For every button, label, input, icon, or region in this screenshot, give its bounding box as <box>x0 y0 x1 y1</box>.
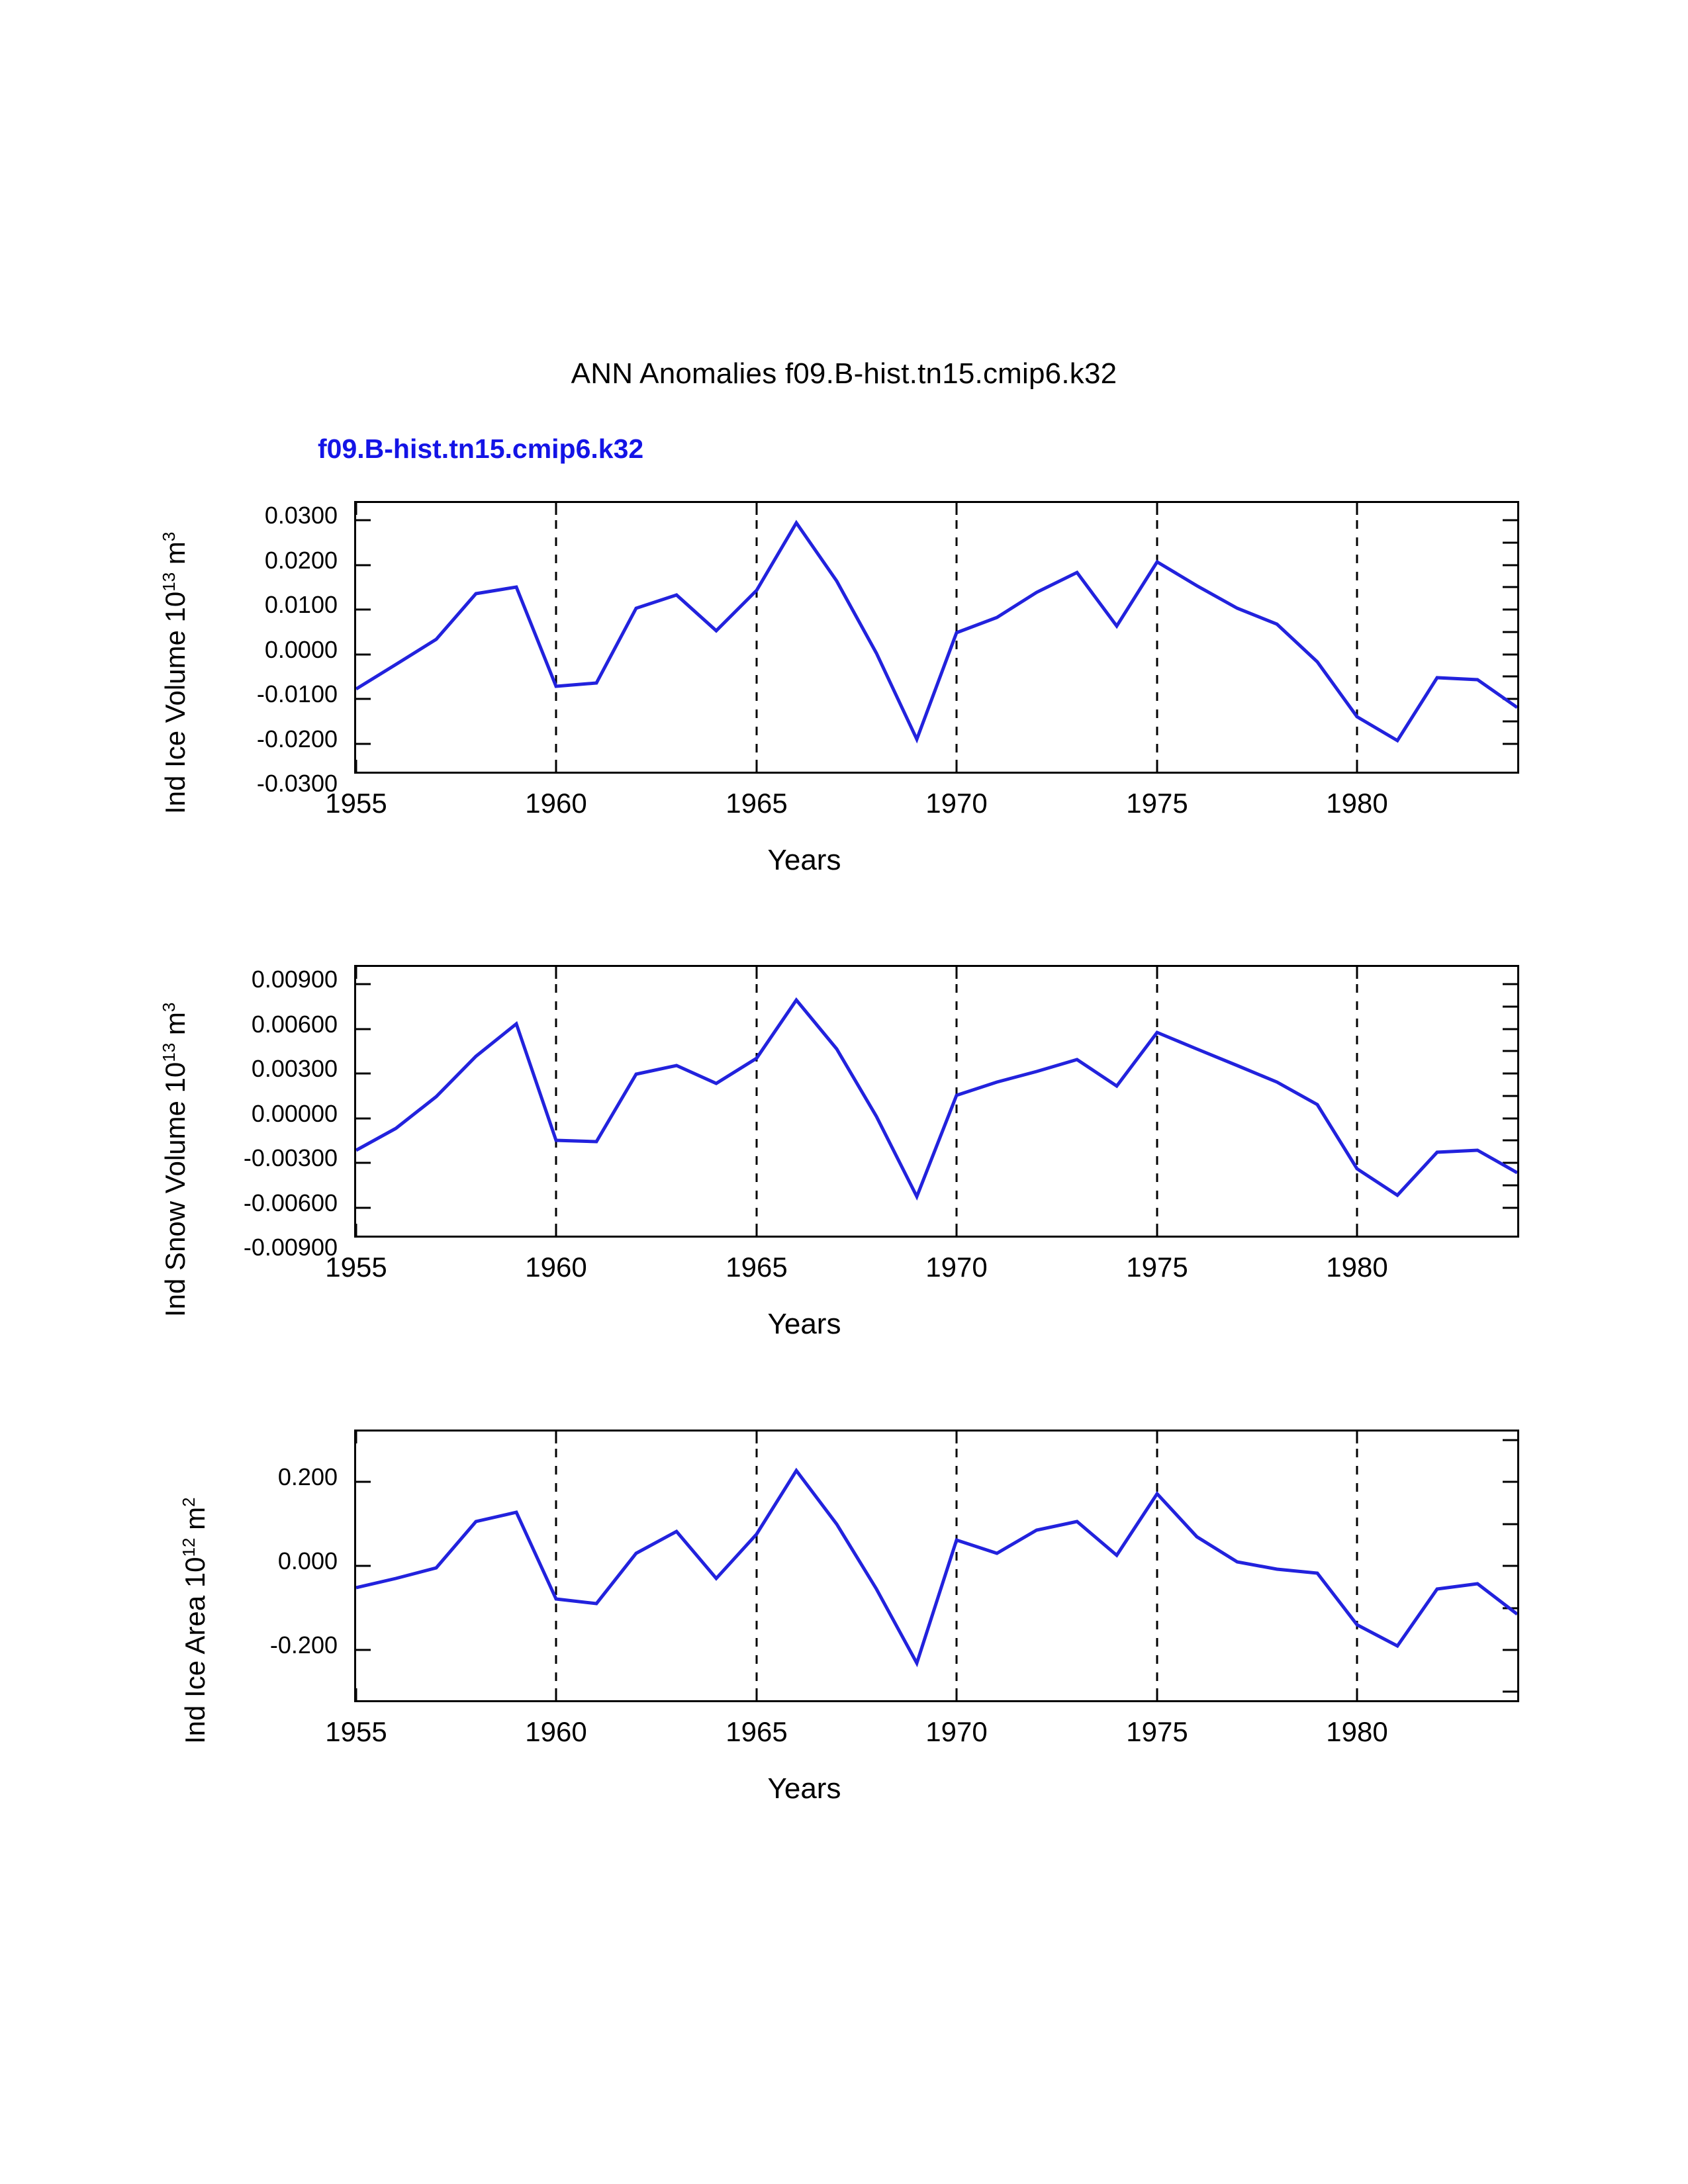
panel2-ytick-6: -0.00900 <box>243 1234 338 1261</box>
panel1-xtick-2: 1965 <box>726 788 788 819</box>
panel1-svg <box>356 503 1517 772</box>
panel1-xlabel: Years <box>767 844 841 876</box>
panel3-xtick-4: 1975 <box>1126 1716 1188 1747</box>
panel2-ytick-5: -0.00600 <box>243 1189 338 1216</box>
panel1-ytick-6: -0.0300 <box>256 770 338 797</box>
panel1-xtick-1: 1960 <box>525 788 587 819</box>
panel2-xtick-3: 1970 <box>925 1251 988 1283</box>
panel2-xtick-0: 1955 <box>325 1251 387 1283</box>
panel3-data-line <box>356 1471 1517 1663</box>
panel2-ytick-1: 0.00600 <box>251 1011 338 1038</box>
panel1-ytick-0: 0.0300 <box>264 502 338 529</box>
panel3-xtick-1: 1960 <box>525 1716 587 1747</box>
panel3-xtick-2: 1965 <box>726 1716 788 1747</box>
panel2-gridlines <box>556 967 1357 1236</box>
panel3-svg <box>356 1432 1517 1700</box>
panel2-svg <box>356 967 1517 1236</box>
panel3-xtick-0: 1955 <box>325 1716 387 1747</box>
panel1-xtick-5: 1980 <box>1326 788 1388 819</box>
panel2-ytick-2: 0.00300 <box>251 1055 338 1082</box>
panel2-xtick-2: 1965 <box>726 1251 788 1283</box>
panel3-ylabel: Ind Ice Area $10^{12}$ $m^2$ <box>179 1497 211 1744</box>
panel2-xtick-5: 1980 <box>1326 1251 1388 1283</box>
panel3-xtick-5: 1980 <box>1326 1716 1388 1747</box>
panel1-ytick-5: -0.0200 <box>256 725 338 752</box>
page-title: ANN Anomalies f09.B-hist.tn15.cmip6.k32 <box>571 357 1117 390</box>
panel2-ylabel: Ind Snow Volume $10^{13}$ $m^3$ <box>159 1002 191 1317</box>
panel1-ticks <box>356 503 1517 772</box>
panel2-xtick-1: 1960 <box>525 1251 587 1283</box>
panel3-ytick-1: 0.000 <box>277 1547 338 1574</box>
panel3-plot-area <box>354 1430 1519 1702</box>
panel1-ytick-2: 0.0100 <box>264 591 338 618</box>
panel1-xtick-3: 1970 <box>925 788 988 819</box>
panel2-data-line <box>356 1000 1517 1197</box>
panel2-xlabel: Years <box>767 1308 841 1340</box>
panel2-ticks <box>356 967 1517 1236</box>
panel1-ylabel: Ind Ice Volume $10^{13}$ $m^3$ <box>159 531 191 814</box>
panel1-plot-area <box>354 501 1519 774</box>
panel1-ytick-1: 0.0200 <box>264 547 338 574</box>
panel3-ticks <box>356 1432 1517 1700</box>
panel3-xlabel: Years <box>767 1772 841 1805</box>
panel3-ytick-2: -0.200 <box>269 1631 338 1659</box>
panel2-ytick-0: 0.00900 <box>251 966 338 993</box>
panel1-ytick-3: 0.0000 <box>264 636 338 663</box>
panel2-xtick-4: 1975 <box>1126 1251 1188 1283</box>
panel3-gridlines <box>556 1432 1357 1700</box>
panel1-xtick-0: 1955 <box>325 788 387 819</box>
panel2-ytick-4: -0.00300 <box>243 1144 338 1171</box>
panel2-plot-area <box>354 965 1519 1238</box>
panel1-ytick-4: -0.0100 <box>256 680 338 707</box>
panel3-xtick-3: 1970 <box>925 1716 988 1747</box>
panel2-ytick-3: 0.00000 <box>251 1100 338 1127</box>
panel1-data-line <box>356 523 1517 741</box>
panel3-ytick-0: 0.200 <box>277 1463 338 1490</box>
case-legend-label: f09.B-hist.tn15.cmip6.k32 <box>318 433 644 464</box>
panel1-xtick-4: 1975 <box>1126 788 1188 819</box>
